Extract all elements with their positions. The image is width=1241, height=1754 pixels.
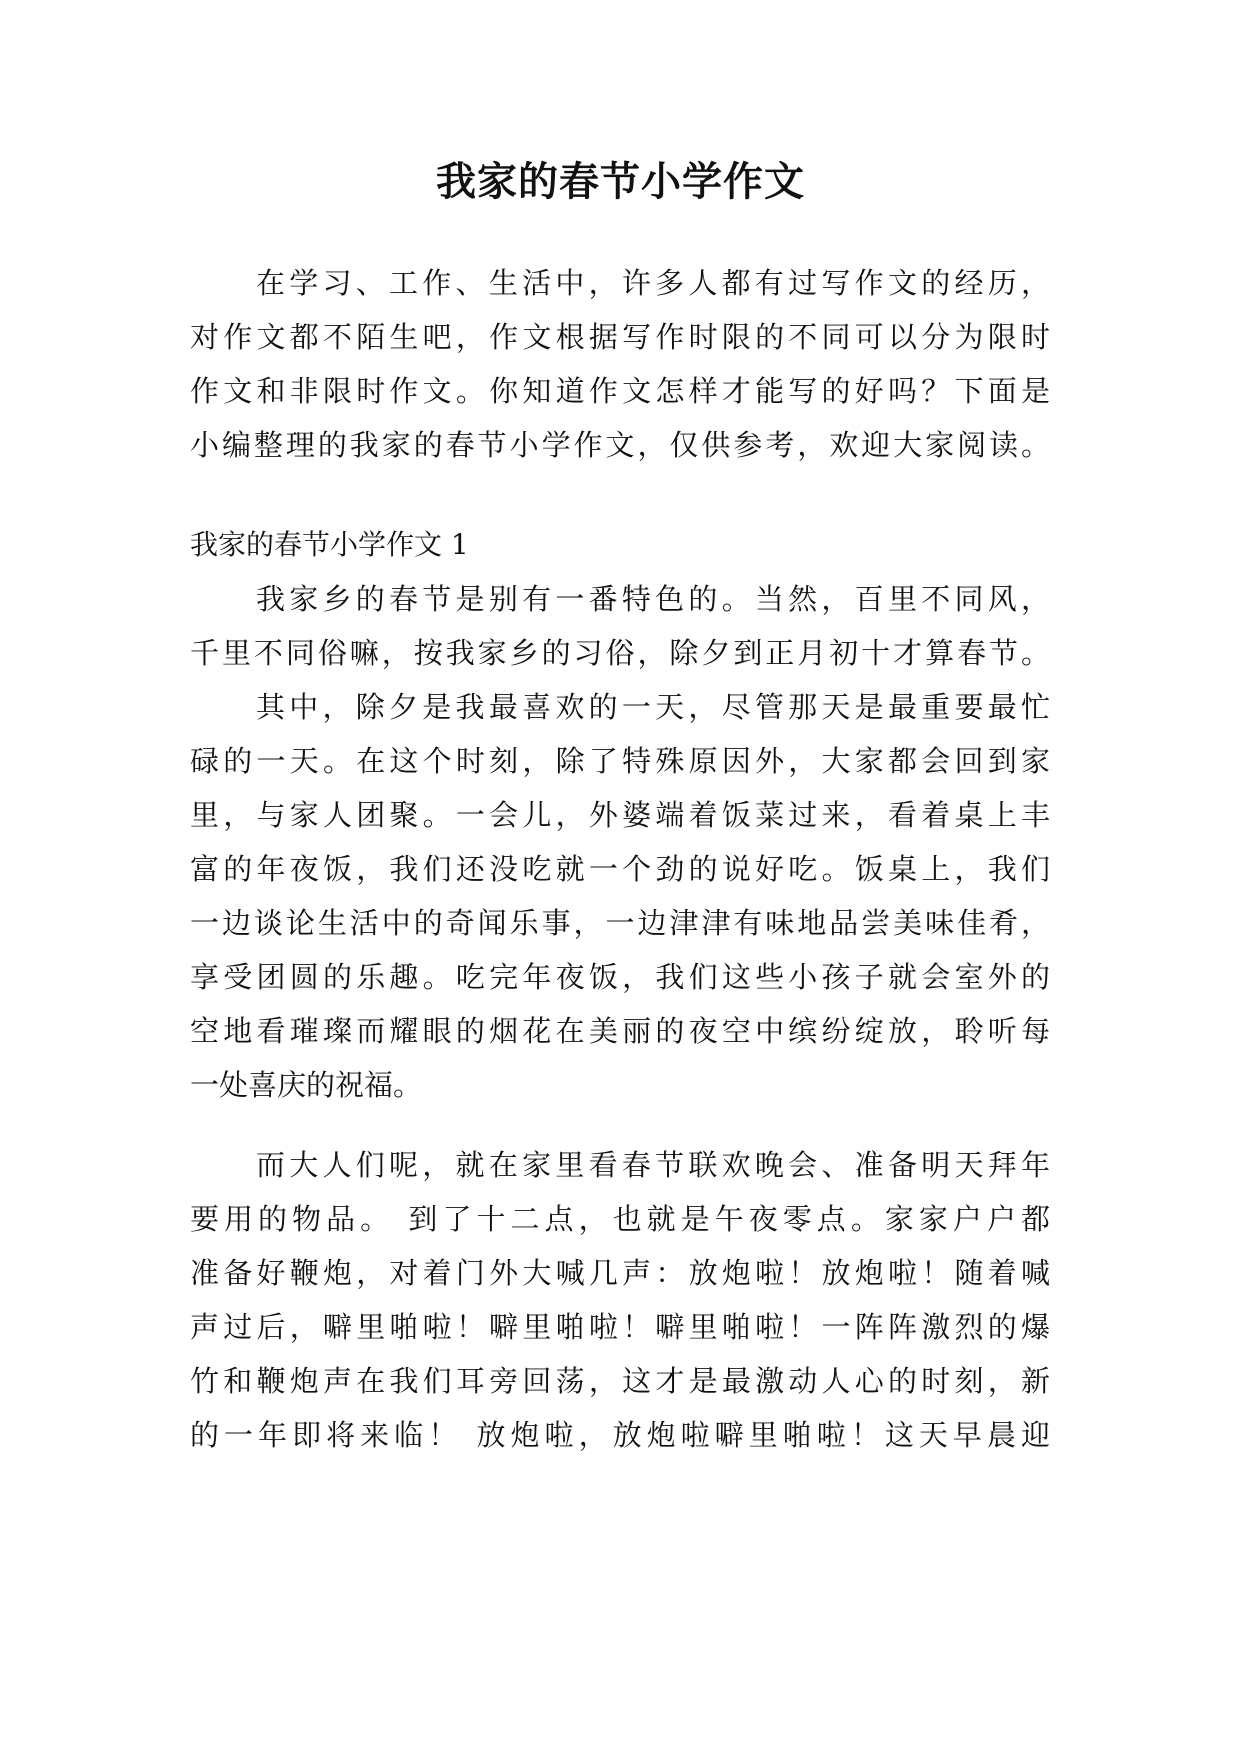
paragraph-line: 千里不同俗嘛，按我家乡的习俗，除夕到正月初十才算春节。	[190, 636, 1050, 670]
paragraph-line: 富的年夜饭，我们还没吃就一个劲的说好吃。饭桌上，我们	[190, 852, 1050, 886]
paragraph-line: 而大人们呢，就在家里看春节联欢晚会、准备明天拜年	[256, 1148, 1050, 1182]
intro-line: 对作文都不陌生吧，作文根据写作时限的不同可以分为限时	[190, 320, 1050, 354]
paragraph-line: 我家乡的春节是别有一番特色的。当然，百里不同风，	[256, 582, 1050, 616]
paragraph-line: 要用的物品。 到了十二点，也就是午夜零点。家家户户都	[190, 1202, 1050, 1236]
intro-line: 作文和非限时作文。你知道作文怎样才能写的好吗？下面是	[190, 374, 1050, 408]
paragraph-line: 准备好鞭炮，对着门外大喊几声：放炮啦！放炮啦！随着喊	[190, 1256, 1050, 1290]
paragraph-line: 碌的一天。在这个时刻，除了特殊原因外，大家都会回到家	[190, 744, 1050, 778]
paragraph-line: 竹和鞭炮声在我们耳旁回荡，这才是最激动人心的时刻，新	[190, 1364, 1050, 1398]
paragraph-line: 里，与家人团聚。一会儿，外婆端着饭菜过来，看着桌上丰	[190, 798, 1050, 832]
document-title: 我家的春节小学作文	[436, 158, 805, 205]
intro-line: 在学习、工作、生活中，许多人都有过写作文的经历，	[256, 266, 1050, 300]
paragraph-line: 其中，除夕是我最喜欢的一天，尽管那天是最重要最忙	[256, 690, 1050, 724]
paragraph-line: 一边谈论生活中的奇闻乐事，一边津津有味地品尝美味佳肴，	[190, 906, 1050, 940]
paragraph-line: 的一年即将来临！ 放炮啦，放炮啦噼里啪啦！这天早晨迎	[190, 1418, 1050, 1452]
paragraph-line: 享受团圆的乐趣。吃完年夜饭，我们这些小孩子就会室外的	[190, 960, 1050, 994]
section-heading: 我家的春节小学作文 1	[190, 528, 469, 561]
paragraph-line: 声过后，噼里啪啦！噼里啪啦！噼里啪啦！一阵阵激烈的爆	[190, 1310, 1050, 1344]
intro-line: 小编整理的我家的春节小学作文，仅供参考，欢迎大家阅读。	[190, 428, 1050, 462]
paragraph-line: 空地看璀璨而耀眼的烟花在美丽的夜空中缤纷绽放，聆听每	[190, 1014, 1050, 1048]
paragraph-line: 一处喜庆的祝福。	[190, 1068, 423, 1102]
